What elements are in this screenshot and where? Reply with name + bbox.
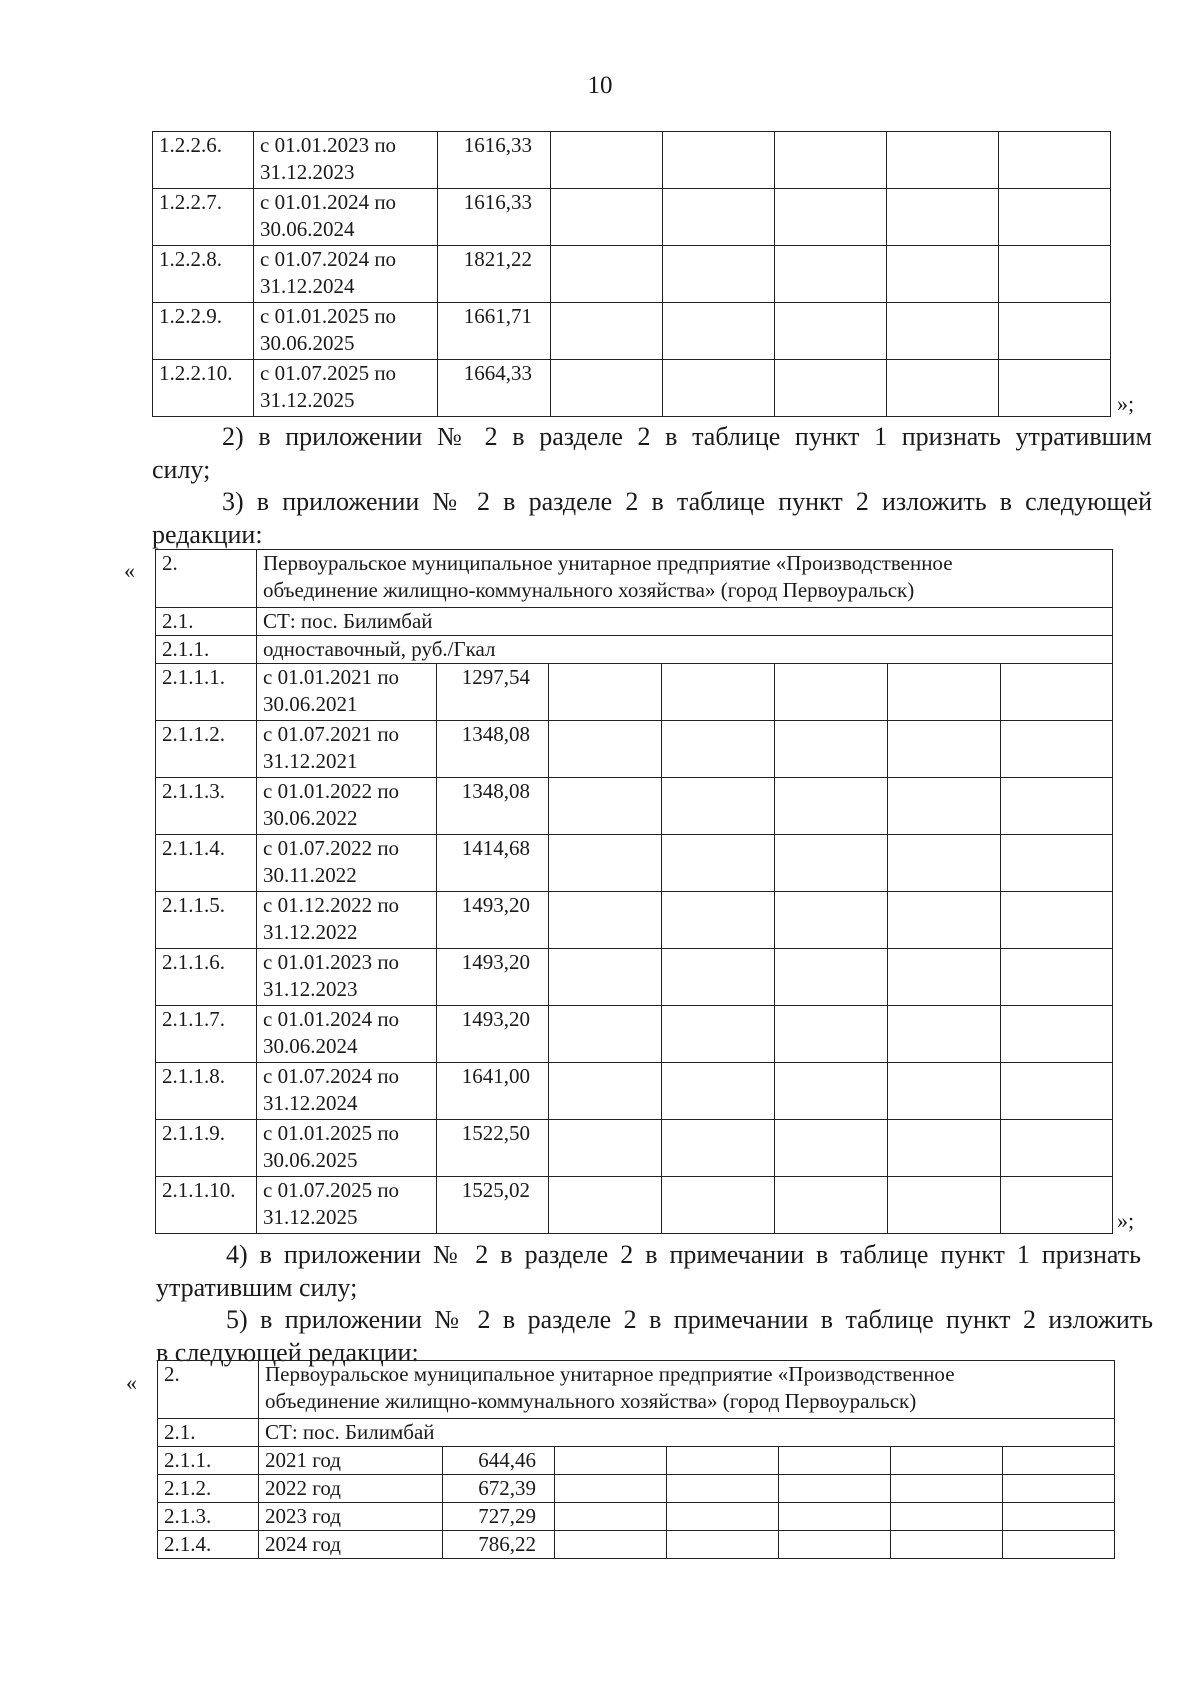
empty-cell — [775, 835, 888, 892]
row-value: 672,39 — [443, 1475, 555, 1503]
period-start: с 01.01.2023 по — [263, 950, 400, 974]
empty-cell — [888, 1063, 1001, 1120]
empty-cell — [888, 1006, 1001, 1063]
row-period — [257, 1063, 437, 1120]
row-value: 644,46 — [443, 1447, 555, 1475]
empty-cell — [1001, 835, 1113, 892]
period-end: 31.12.2023 — [260, 160, 355, 184]
paragraph-3-line-2: редакции: — [152, 520, 263, 549]
empty-cell — [555, 1531, 667, 1559]
period-end: 30.06.2025 — [263, 1148, 358, 1172]
row-value: 1414,68 — [437, 835, 549, 892]
empty-cell — [555, 1475, 667, 1503]
table-row — [156, 1063, 1113, 1120]
period-start: с 01.01.2024 по — [263, 1007, 400, 1031]
page-number: 10 — [587, 72, 613, 99]
row-code: 2.1.1.10. — [156, 1177, 257, 1234]
row-period — [257, 664, 437, 721]
table-row — [153, 246, 1111, 303]
empty-cell — [662, 892, 775, 949]
row-code: 2.1.1.7. — [156, 1006, 257, 1063]
empty-cell — [662, 778, 775, 835]
empty-cell — [555, 1447, 667, 1475]
empty-cell — [549, 1063, 662, 1120]
header-code: 2. — [156, 550, 257, 608]
period-start: с 01.07.2022 по — [263, 836, 400, 860]
empty-cell — [999, 303, 1111, 360]
header-name — [259, 1361, 1115, 1419]
table-row — [156, 721, 1113, 778]
empty-cell — [1003, 1503, 1115, 1531]
empty-cell — [549, 721, 662, 778]
row-period — [257, 1006, 437, 1063]
closing-quote: »; — [1117, 391, 1135, 416]
tariff-table-3 — [157, 1360, 1115, 1559]
empty-cell — [549, 892, 662, 949]
row-value: 1641,00 — [437, 1063, 549, 1120]
table-3-header-row — [158, 1361, 1115, 1419]
period-end: 31.12.2025 — [260, 388, 355, 412]
period-end: 30.06.2024 — [263, 1034, 358, 1058]
row-code: 2.1.1.4. — [156, 835, 257, 892]
period-start: с 01.07.2025 по — [260, 361, 397, 385]
table-row — [153, 360, 1111, 417]
empty-cell — [888, 664, 1001, 721]
empty-cell — [1001, 949, 1113, 1006]
period-start: с 01.07.2024 по — [260, 247, 397, 271]
empty-cell — [549, 835, 662, 892]
row-period — [254, 360, 438, 417]
empty-cell — [551, 132, 663, 189]
empty-cell — [888, 892, 1001, 949]
empty-cell — [775, 1006, 888, 1063]
table-row — [153, 303, 1111, 360]
empty-cell — [662, 949, 775, 1006]
row-code: 2.1.1. — [158, 1447, 259, 1475]
empty-cell — [662, 721, 775, 778]
empty-cell — [775, 664, 888, 721]
paragraph-5-line-2: в следующей редакции: — [156, 1338, 419, 1367]
empty-cell — [887, 132, 999, 189]
row-code: 2.1.1.9. — [156, 1120, 257, 1177]
row-code: 2.1.1.8. — [156, 1063, 257, 1120]
empty-cell — [667, 1447, 779, 1475]
row-value: 1348,08 — [437, 721, 549, 778]
subheader-label: одноставочный, руб./Гкал — [257, 636, 1113, 664]
empty-cell — [775, 1177, 888, 1234]
period-start: с 01.07.2024 по — [263, 1064, 400, 1088]
empty-cell — [1001, 1063, 1113, 1120]
empty-cell — [887, 189, 999, 246]
empty-cell — [663, 360, 775, 417]
row-code: 2.1.2. — [158, 1475, 259, 1503]
row-period — [254, 132, 438, 189]
paragraph-2-line-2: силу; — [152, 455, 211, 484]
table-row — [153, 132, 1111, 189]
table-row — [156, 664, 1113, 721]
period-end: 31.12.2024 — [263, 1091, 358, 1115]
empty-cell — [891, 1475, 1003, 1503]
empty-cell — [775, 360, 887, 417]
subheader-label: СТ: пос. Билимбай — [259, 1419, 1115, 1447]
table-row — [156, 1006, 1113, 1063]
empty-cell — [663, 303, 775, 360]
row-code: 2.1.1.5. — [156, 892, 257, 949]
header-code: 2. — [158, 1361, 259, 1419]
empty-cell — [888, 1120, 1001, 1177]
period-end: 31.12.2021 — [263, 749, 358, 773]
paragraph-4-line-1: 4) в приложении № 2 в разделе 2 в примечании в таблице пункт 1 признать — [226, 1240, 1141, 1269]
empty-cell — [551, 303, 663, 360]
row-code: 2.1.1.2. — [156, 721, 257, 778]
period-start: с 01.01.2021 по — [263, 665, 400, 689]
empty-cell — [1001, 664, 1113, 721]
empty-cell — [662, 1063, 775, 1120]
empty-cell — [662, 835, 775, 892]
row-code: 1.2.2.6. — [153, 132, 254, 189]
table-2-subheader-row — [156, 636, 1113, 664]
table-row — [158, 1447, 1115, 1475]
empty-cell — [999, 360, 1111, 417]
empty-cell — [779, 1447, 891, 1475]
empty-cell — [775, 721, 888, 778]
period-end: 30.06.2021 — [263, 692, 358, 716]
subheader-label: СТ: пос. Билимбай — [257, 608, 1113, 636]
empty-cell — [887, 303, 999, 360]
row-period — [257, 892, 437, 949]
empty-cell — [1001, 778, 1113, 835]
empty-cell — [891, 1447, 1003, 1475]
paragraph-4-line-2: утратившим силу; — [156, 1273, 358, 1302]
row-code: 1.2.2.7. — [153, 189, 254, 246]
empty-cell — [549, 664, 662, 721]
empty-cell — [551, 360, 663, 417]
empty-cell — [888, 835, 1001, 892]
row-value: 1348,08 — [437, 778, 549, 835]
row-value: 727,29 — [443, 1503, 555, 1531]
period-start: с 01.01.2025 по — [263, 1121, 400, 1145]
empty-cell — [667, 1531, 779, 1559]
header-name-line-1: Первоуральское муниципальное унитарное предприятие «Производственное — [263, 551, 953, 575]
empty-cell — [779, 1475, 891, 1503]
subheader-code: 2.1.1. — [156, 636, 257, 664]
tariff-table-2 — [155, 549, 1113, 1234]
empty-cell — [775, 778, 888, 835]
paragraph-4 — [156, 1238, 1141, 1304]
period-start: с 01.01.2024 по — [260, 190, 397, 214]
empty-cell — [551, 189, 663, 246]
table-row — [156, 835, 1113, 892]
empty-cell — [775, 189, 887, 246]
period-end: 31.12.2023 — [263, 977, 358, 1001]
period-end: 30.06.2025 — [260, 331, 355, 355]
subheader-code: 2.1. — [158, 1419, 259, 1447]
row-period — [254, 303, 438, 360]
row-year: 2022 год — [259, 1475, 443, 1503]
empty-cell — [663, 132, 775, 189]
header-name-line-2: объединение жилищно-коммунального хозяйства» (город Первоуральск) — [263, 578, 915, 602]
empty-cell — [549, 949, 662, 1006]
row-code: 2.1.1.3. — [156, 778, 257, 835]
empty-cell — [1001, 721, 1113, 778]
empty-cell — [779, 1531, 891, 1559]
tariff-table-1 — [152, 131, 1111, 417]
row-code: 1.2.2.8. — [153, 246, 254, 303]
period-start: с 01.01.2025 по — [260, 304, 397, 328]
table-3-subheader-row — [158, 1419, 1115, 1447]
subheader-code: 2.1. — [156, 608, 257, 636]
period-end: 30.11.2022 — [263, 863, 357, 887]
empty-cell — [549, 1120, 662, 1177]
paragraph-3 — [152, 485, 1152, 551]
opening-quote: « — [124, 558, 135, 583]
empty-cell — [1003, 1447, 1115, 1475]
paragraph-2-line-1: 2) в приложении № 2 в разделе 2 в таблице пункт 1 признать утратившим — [222, 422, 1152, 451]
empty-cell — [662, 1177, 775, 1234]
empty-cell — [551, 246, 663, 303]
row-period — [257, 1177, 437, 1234]
row-value: 1522,50 — [437, 1120, 549, 1177]
row-year: 2021 год — [259, 1447, 443, 1475]
empty-cell — [775, 246, 887, 303]
empty-cell — [775, 132, 887, 189]
paragraph-5-line-1: 5) в приложении № 2 в разделе 2 в примечании в таблице пункт 2 изложить — [226, 1305, 1153, 1334]
empty-cell — [775, 949, 888, 1006]
empty-cell — [775, 1120, 888, 1177]
closing-quote: »; — [1117, 1208, 1135, 1233]
row-value: 1616,33 — [438, 132, 551, 189]
table-row — [156, 892, 1113, 949]
row-code: 2.1.3. — [158, 1503, 259, 1531]
empty-cell — [1001, 892, 1113, 949]
row-code: 1.2.2.9. — [153, 303, 254, 360]
paragraph-2 — [152, 420, 1152, 486]
empty-cell — [667, 1503, 779, 1531]
row-code: 1.2.2.10. — [153, 360, 254, 417]
header-name — [257, 550, 1113, 608]
empty-cell — [1001, 1177, 1113, 1234]
row-period — [257, 721, 437, 778]
row-period — [257, 1120, 437, 1177]
row-period — [254, 246, 438, 303]
empty-cell — [667, 1475, 779, 1503]
row-code: 2.1.1.6. — [156, 949, 257, 1006]
empty-cell — [1001, 1120, 1113, 1177]
period-end: 31.12.2022 — [263, 920, 358, 944]
empty-cell — [888, 778, 1001, 835]
period-start: с 01.07.2021 по — [263, 722, 400, 746]
period-start: с 01.01.2023 по — [260, 133, 397, 157]
empty-cell — [775, 1063, 888, 1120]
empty-cell — [999, 246, 1111, 303]
empty-cell — [999, 132, 1111, 189]
empty-cell — [1001, 1006, 1113, 1063]
row-period — [254, 189, 438, 246]
empty-cell — [888, 1177, 1001, 1234]
table-row — [158, 1531, 1115, 1559]
row-code: 2.1.4. — [158, 1531, 259, 1559]
paragraph-3-line-1: 3) в приложении № 2 в разделе 2 в таблице пункт 2 изложить в следующей — [222, 487, 1152, 516]
empty-cell — [775, 303, 887, 360]
period-start: с 01.12.2022 по — [263, 893, 400, 917]
empty-cell — [1003, 1475, 1115, 1503]
row-value: 1664,33 — [438, 360, 551, 417]
period-end: 31.12.2025 — [263, 1205, 358, 1229]
table-row — [158, 1503, 1115, 1531]
empty-cell — [662, 664, 775, 721]
row-value: 1616,33 — [438, 189, 551, 246]
row-period — [257, 778, 437, 835]
empty-cell — [549, 1006, 662, 1063]
empty-cell — [887, 360, 999, 417]
empty-cell — [887, 246, 999, 303]
empty-cell — [779, 1503, 891, 1531]
empty-cell — [891, 1531, 1003, 1559]
row-value: 1525,02 — [437, 1177, 549, 1234]
empty-cell — [555, 1503, 667, 1531]
empty-cell — [662, 1120, 775, 1177]
table-row — [156, 949, 1113, 1006]
row-value: 1493,20 — [437, 949, 549, 1006]
table-row — [156, 1177, 1113, 1234]
row-value: 1493,20 — [437, 1006, 549, 1063]
empty-cell — [1003, 1531, 1115, 1559]
row-code: 2.1.1.1. — [156, 664, 257, 721]
period-start: с 01.07.2025 по — [263, 1178, 400, 1202]
empty-cell — [999, 189, 1111, 246]
table-row — [156, 778, 1113, 835]
header-name-line-1: Первоуральское муниципальное унитарное предприятие «Производственное — [265, 1362, 955, 1386]
table-row — [156, 1120, 1113, 1177]
row-value: 1297,54 — [437, 664, 549, 721]
row-year: 2024 год — [259, 1531, 443, 1559]
empty-cell — [775, 892, 888, 949]
empty-cell — [891, 1503, 1003, 1531]
period-start: с 01.01.2022 по — [263, 779, 400, 803]
row-value: 786,22 — [443, 1531, 555, 1559]
header-name-line-2: объединение жилищно-коммунального хозяйства» (город Первоуральск) — [265, 1389, 917, 1413]
period-end: 31.12.2024 — [260, 274, 355, 298]
row-period — [257, 949, 437, 1006]
period-end: 30.06.2022 — [263, 806, 358, 830]
row-value: 1493,20 — [437, 892, 549, 949]
empty-cell — [888, 721, 1001, 778]
row-value: 1821,22 — [438, 246, 551, 303]
row-year: 2023 год — [259, 1503, 443, 1531]
empty-cell — [888, 949, 1001, 1006]
empty-cell — [663, 246, 775, 303]
row-value: 1661,71 — [438, 303, 551, 360]
empty-cell — [549, 1177, 662, 1234]
empty-cell — [663, 189, 775, 246]
opening-quote: « — [126, 1370, 137, 1395]
table-row — [153, 189, 1111, 246]
table-2-header-row — [156, 550, 1113, 608]
empty-cell — [549, 778, 662, 835]
row-period — [257, 835, 437, 892]
table-row — [158, 1475, 1115, 1503]
empty-cell — [662, 1006, 775, 1063]
table-2-subheader-row — [156, 608, 1113, 636]
period-end: 30.06.2024 — [260, 217, 355, 241]
